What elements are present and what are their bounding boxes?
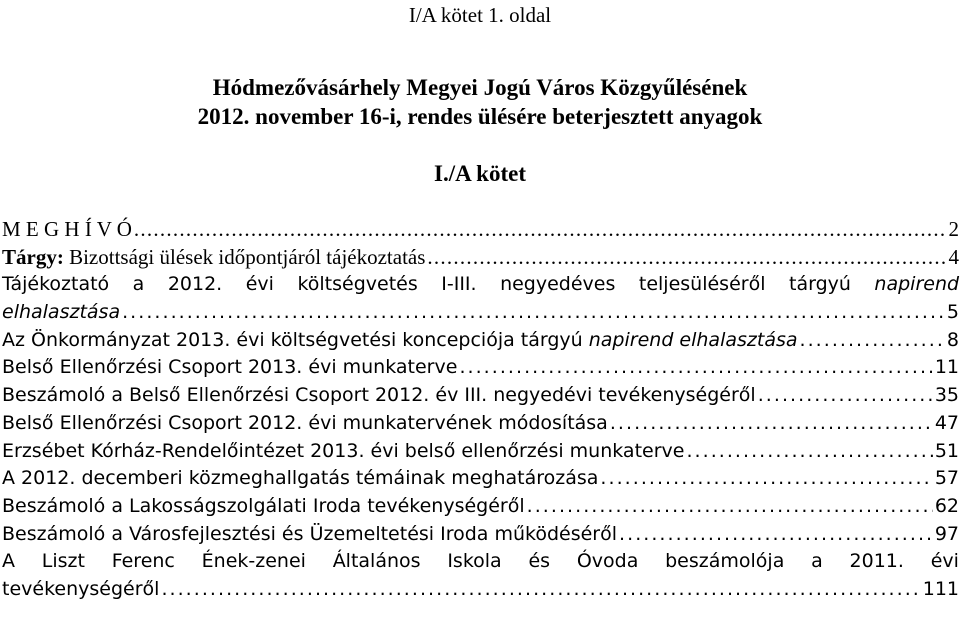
word: A <box>2 550 15 573</box>
toc-entry-item8[interactable] <box>2 438 959 466</box>
table-of-contents <box>2 216 959 604</box>
toc-page-number: 57 <box>934 467 959 490</box>
toc-page-number: 2 <box>948 217 959 241</box>
toc-page-number: 8 <box>946 328 959 351</box>
word: Iskola <box>447 550 502 573</box>
dot-leader <box>134 216 947 244</box>
toc-entry-text <box>2 327 798 355</box>
word: beszámolója <box>665 550 785 573</box>
dot-leader <box>527 493 933 521</box>
word: 2011. <box>849 550 904 573</box>
page-header: I/A kötet 1. oldal <box>408 3 552 27</box>
word: a <box>811 550 823 573</box>
word: Tájékoztató <box>2 273 110 296</box>
toc-entry-text: Belső Ellenőrzési Csoport 2013. évi munkaterve <box>2 356 458 379</box>
toc-entry-text: Erzsébet Kórház-Rendelőintézet 2013. évi belső ellenőrzési munkaterve <box>2 439 685 462</box>
dot-leader <box>800 327 945 355</box>
toc-page-number: 47 <box>934 411 959 434</box>
toc-entry-item4[interactable] <box>2 327 959 355</box>
toc-entry-item7[interactable] <box>2 410 959 438</box>
word-italic: napirend <box>874 273 960 296</box>
dot-leader <box>686 438 932 466</box>
word: tárgyú <box>789 273 851 296</box>
toc-page-number: 35 <box>934 384 959 407</box>
subject-text: Bizottsági ülések időpontjáról tájékoztatás <box>63 244 426 269</box>
toc-entry-text: Beszámoló a Belső Ellenőrzési Csoport 2012. év III. negyedévi tevékenységéről <box>2 384 756 407</box>
toc-entry-item3-line1[interactable] <box>2 271 959 299</box>
toc-entry-item11[interactable] <box>2 521 959 549</box>
toc-entry-plain: Az Önkormányzat 2013. évi költségvetési koncepciója tárgyú <box>2 328 589 351</box>
toc-entry-text: tevékenységéről <box>2 577 160 600</box>
toc-page-number: 5 <box>946 301 959 324</box>
dot-leader <box>758 382 933 410</box>
dot-leader <box>459 354 932 382</box>
toc-entry-text: Beszámoló a Lakosságszolgálati Iroda tevékenységéről <box>2 494 525 517</box>
word: évi <box>930 550 959 573</box>
toc-entry-text: A 2012. decemberi közmeghallgatás témáinak meghatározása <box>2 467 599 490</box>
toc-entry-text: elhalasztása <box>2 301 121 324</box>
word: Általános <box>332 550 421 573</box>
dot-leader <box>610 410 933 438</box>
toc-entry-targy[interactable] <box>2 244 959 272</box>
document-title-line-2: 2012. november 16-i, rendes ülésére beterjesztett anyagok <box>197 104 763 129</box>
toc-entry-italic: napirend elhalasztása <box>588 328 798 351</box>
toc-entry-text: Belső Ellenőrzési Csoport 2012. évi munkatervének módosítása <box>2 411 608 434</box>
word: I-III. <box>441 273 477 296</box>
toc-entry-item3-line2[interactable] <box>2 299 959 327</box>
word: a <box>132 273 145 296</box>
toc-entry-item5[interactable] <box>2 354 959 382</box>
toc-page-number: 11 <box>934 356 959 379</box>
word: évi <box>245 273 274 296</box>
word: Liszt <box>41 550 85 573</box>
word: Ferenc <box>111 550 175 573</box>
toc-page-number: 97 <box>934 522 959 545</box>
word: Óvoda <box>576 550 639 573</box>
document-title-line-1: Hódmezővásárhely Megyei Jogú Város Közgyűlésének <box>212 75 748 100</box>
dot-leader <box>600 465 932 493</box>
toc-entry-item9[interactable] <box>2 465 959 493</box>
volume-title: I./A kötet <box>434 161 526 186</box>
toc-entry-item10[interactable] <box>2 493 959 521</box>
word: 2012. <box>167 273 223 296</box>
subject-label: Tárgy: <box>2 244 64 269</box>
dot-leader <box>619 521 933 549</box>
word: negyedéves <box>500 273 616 296</box>
toc-page-number: 51 <box>934 439 959 462</box>
word: és <box>528 550 551 573</box>
toc-entry-item12-line2[interactable] <box>2 576 959 604</box>
toc-entry-text: Beszámoló a Városfejlesztési és Üzemeltetési Iroda működéséről <box>2 522 618 545</box>
toc-page-number: 4 <box>948 244 959 269</box>
toc-entry-meghivo[interactable] <box>2 216 959 244</box>
toc-entry-text <box>2 244 425 272</box>
toc-entry-text: M E G H Í V Ó <box>2 217 132 241</box>
toc-entry-item6[interactable] <box>2 382 959 410</box>
dot-leader <box>161 576 920 604</box>
dot-leader <box>427 244 946 272</box>
word: költségvetés <box>297 273 418 296</box>
word: Ének-zenei <box>201 550 306 573</box>
toc-page-number: 111 <box>922 577 959 600</box>
word: teljesüléséről <box>638 273 766 296</box>
dot-leader <box>122 299 945 327</box>
toc-entry-item12-line1[interactable] <box>2 548 959 576</box>
toc-page-number: 62 <box>934 494 959 517</box>
